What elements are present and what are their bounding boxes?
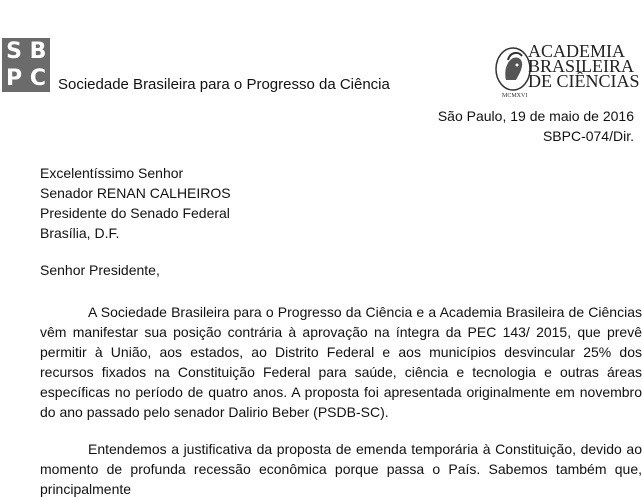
sbpc-logo-letter: P <box>2 65 26 92</box>
sbpc-name: Sociedade Brasileira para o Progresso da Ciência <box>58 76 390 93</box>
sbpc-logo-letter: S <box>2 38 26 65</box>
abc-logo-line: DE CIÊNCIAS <box>528 71 640 91</box>
addressee-line: Excelentíssimo Senhor <box>40 165 184 181</box>
body-paragraph: Entendemos a justificativa da proposta de emenda temporária à Constituição, devido ao momento de profunda recessão econômica porque passa o País. Sabemos também que, principalmente <box>40 441 642 497</box>
abc-logo-line: BRASILEIRA <box>528 56 635 76</box>
minerva-emblem-icon <box>494 46 532 92</box>
abc-logo <box>494 41 642 102</box>
addressee-line: Presidente do Senado Federal <box>40 205 230 221</box>
addressee-block <box>40 163 231 243</box>
addressee-line: Senador RENAN CALHEIROS <box>40 185 231 201</box>
letter-reference: SBPC-074/Dir. <box>542 128 634 144</box>
body-paragraph: A Sociedade Brasileira para o Progresso da Ciência e a Academia Brasileira de Ciências vêm manifestar sua posição contrária à aprovação na íntegra da PEC 143/ 2015, que prevê permitir à União, aos estados, ao Distrito Federal e aos municípios desvincular 25% dos recursos fixados na Constituição Federal para saúde, ciência e tecnologia e outras áreas específicas no período de quatro anos. A proposta foi apresentada originalmente em novembro do ano passado pelo senador Dalirio Beber (PSDB-SC). <box>40 304 642 420</box>
date-block <box>438 106 634 146</box>
abc-logo-year: MCMXVI <box>502 93 528 99</box>
salutation: Senhor Presidente, <box>40 262 160 278</box>
sbpc-logo-letter: B <box>26 38 50 65</box>
abc-logo-line: ACADEMIA <box>528 41 625 61</box>
sbpc-logo <box>2 38 50 92</box>
letter-date: São Paulo, 19 de maio de 2016 <box>437 108 634 124</box>
addressee-line: Brasília, D.F. <box>40 225 120 241</box>
sbpc-logo-letter: C <box>26 65 50 92</box>
